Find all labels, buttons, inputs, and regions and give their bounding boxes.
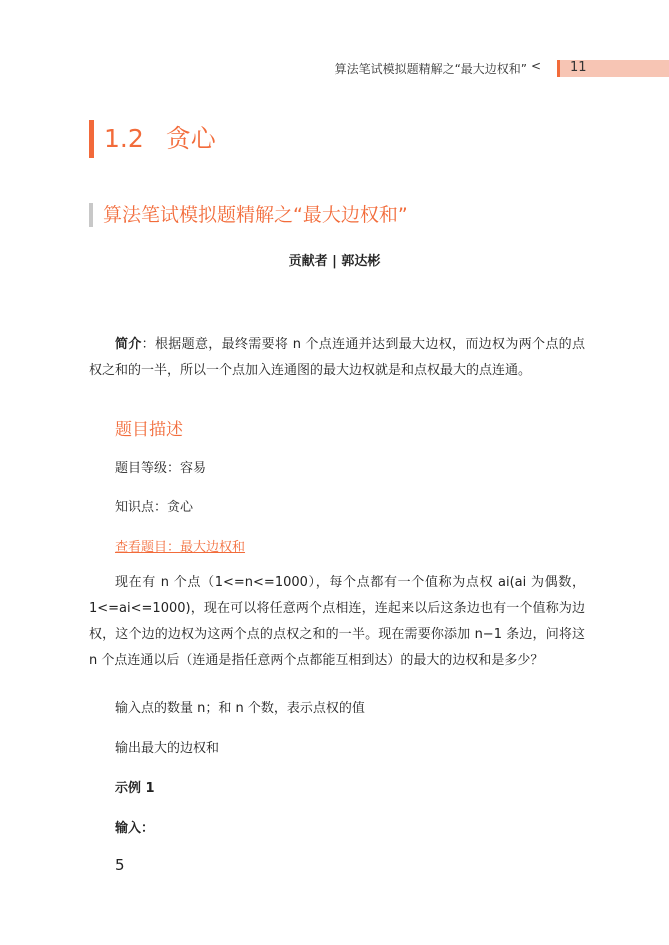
- running-head-title: 算法笔试模拟题精解之“最大边权和”: [334, 62, 527, 76]
- chapter-number: 1.2: [104, 124, 144, 153]
- problem-knowledge: 知识点：贪心: [115, 500, 194, 515]
- intro-paragraph: [89, 332, 585, 384]
- contributor-line: 贡献者 | 郭达彬: [288, 254, 381, 269]
- problem-description: 现在有 n 个点（1<=n<=1000），每个点都有一个值称为点权 ai(ai 为偶数，1<=ai<=1000)，现在可以将任意两个点相连，连起来以后这条边也有一个值称为边权，这个边的边权为这两个点的点权之和的一半。现在需要你添加 n−1 条边，问将这 n 个点连通以后（连通是指任意两个点都能互相到达）的最大的边权和是多少？: [89, 575, 585, 668]
- intro-text: ：根据题意，最终需要将 n 个点连通并达到最大边权，而边权为两个点的点权之和的一半，所以一个点加入连通图的最大边权就是和点权最大的点连通。: [89, 337, 585, 378]
- page-number: 11: [570, 60, 587, 75]
- input-description: 输入点的数量 n；和 n 个数，表示点权的值: [115, 701, 365, 716]
- section-title: 算法笔试模拟题精解之“最大边权和”: [89, 203, 408, 227]
- output-description: 输出最大的边权和: [115, 741, 220, 756]
- chapter-title: 贪心: [165, 124, 216, 153]
- intro-label: 简介: [115, 337, 142, 352]
- problem-heading: 题目描述: [115, 420, 183, 440]
- previous-arrow-icon[interactable]: <: [531, 59, 542, 73]
- example-title: 示例 1: [115, 781, 155, 796]
- input-value: 5: [115, 856, 125, 874]
- problem-level: 题目等级：容易: [115, 461, 207, 476]
- input-label: 输入：: [115, 821, 155, 836]
- view-problem-link[interactable]: 查看题目：最大边权和: [115, 540, 246, 555]
- running-head: [0, 60, 669, 78]
- chapter-heading: [89, 120, 216, 158]
- page-number-tab: [557, 60, 669, 77]
